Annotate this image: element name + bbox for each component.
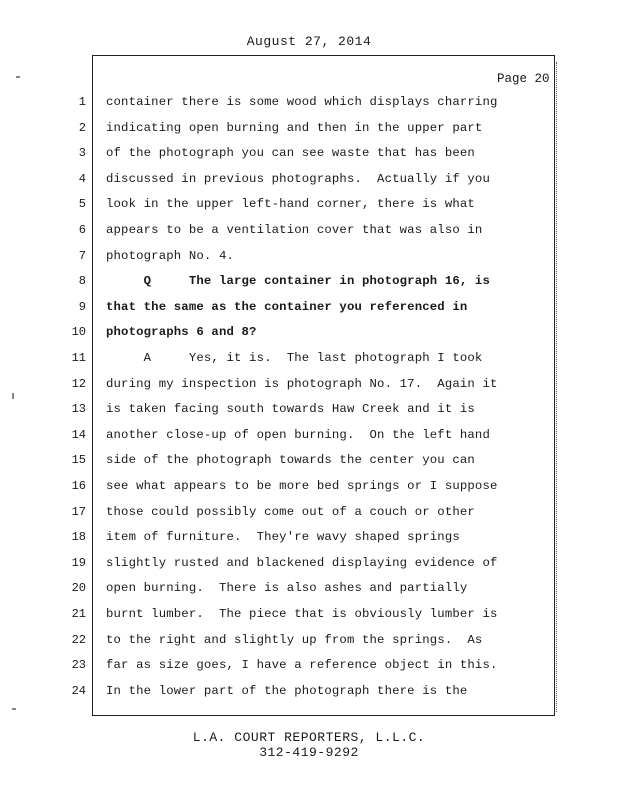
line-text: slightly rusted and blackened displaying evidence of (106, 555, 498, 570)
line-text: side of the photograph towards the center you can (106, 453, 475, 468)
page-number: Page 20 (497, 72, 550, 86)
transcript-line (0, 448, 618, 473)
line-number: 21 (71, 607, 86, 621)
line-text: those could possibly come out of a couch or other (106, 504, 475, 519)
line-text: is taken facing south towards Haw Creek and it is (106, 402, 475, 417)
transcript-line (0, 192, 618, 217)
line-text: to the right and slightly up from the springs. As (106, 632, 483, 647)
line-number: 24 (71, 683, 86, 698)
line-number: 18 (71, 530, 86, 545)
line-text: open burning. There is also ashes and partially (106, 581, 468, 596)
transcript-line (0, 679, 618, 704)
transcript-line (0, 90, 618, 115)
line-text: container there is some wood which displays charring (106, 95, 498, 109)
line-number: 6 (78, 223, 86, 237)
line-number: 8 (78, 274, 86, 289)
line-number: 12 (71, 376, 86, 391)
transcript-line (0, 525, 618, 550)
scan-speck (12, 393, 14, 399)
line-text: another close-up of open burning. On the left hand (106, 427, 490, 442)
line-number: 7 (78, 248, 86, 263)
line-number: 15 (71, 453, 86, 468)
transcript-date: August 27, 2014 (246, 34, 372, 49)
line-number: 23 (71, 658, 86, 673)
scan-speck (16, 76, 20, 78)
line-number: 5 (78, 197, 86, 212)
transcript-line (0, 653, 618, 678)
transcript-line (0, 551, 618, 576)
transcript-line (0, 116, 618, 141)
line-text: Q The large container in photograph 16, is (106, 274, 490, 289)
line-text: item of furniture. They're wavy shaped springs (106, 530, 460, 545)
line-text: A Yes, it is. The last photograph I took (106, 351, 483, 365)
line-number: 9 (78, 299, 86, 314)
line-text: see what appears to be more bed springs or I suppose (106, 479, 498, 493)
transcript-line (0, 244, 618, 269)
line-text: look in the upper left-hand corner, there is what (106, 197, 475, 212)
scan-speck (12, 708, 16, 710)
line-number: 20 (71, 581, 86, 596)
line-text: indicating open burning and then in the upper part (106, 120, 483, 135)
transcript-line (0, 474, 618, 499)
transcript-line (0, 602, 618, 627)
transcript-line (0, 167, 618, 192)
reporter-phone: 312-419-9292 (259, 745, 359, 760)
transcript-line (0, 295, 618, 320)
line-number: 22 (71, 632, 86, 647)
line-text: discussed in previous photographs. Actually if you (106, 171, 490, 186)
line-number: 1 (78, 95, 86, 109)
transcript-line (0, 423, 618, 448)
line-number: 16 (71, 479, 86, 493)
transcript-line (0, 500, 618, 525)
line-number: 17 (71, 504, 86, 519)
line-number: 14 (71, 427, 86, 442)
line-text: appears to be a ventilation cover that was also in (106, 223, 483, 237)
line-number: 4 (78, 171, 86, 186)
line-text: far as size goes, I have a reference object in this. (106, 658, 498, 673)
line-text: photograph No. 4. (106, 248, 234, 263)
line-text: during my inspection is photograph No. 17. Again it (106, 376, 498, 391)
line-text: of the photograph you can see waste that has been (106, 146, 475, 161)
transcript-line (0, 218, 618, 243)
reporter-company: L.A. COURT REPORTERS, L.L.C. (192, 730, 426, 745)
line-number: 2 (78, 120, 86, 135)
transcript-line (0, 320, 618, 345)
line-text: that the same as the container you referenced in (106, 299, 468, 314)
transcript-line (0, 576, 618, 601)
line-text: photographs 6 and 8? (106, 325, 257, 340)
line-number: 10 (71, 325, 86, 340)
line-text: In the lower part of the photograph there is the (106, 683, 468, 698)
transcript-line (0, 372, 618, 397)
transcript-line (0, 628, 618, 653)
line-text: burnt lumber. The piece that is obviously lumber is (106, 607, 498, 621)
transcript-line (0, 397, 618, 422)
transcript-line (0, 141, 618, 166)
line-number: 19 (71, 555, 86, 570)
transcript-line (0, 346, 618, 371)
line-number: 3 (78, 146, 86, 161)
line-number: 11 (71, 351, 86, 365)
line-number: 13 (71, 402, 86, 417)
transcript-line (0, 269, 618, 294)
